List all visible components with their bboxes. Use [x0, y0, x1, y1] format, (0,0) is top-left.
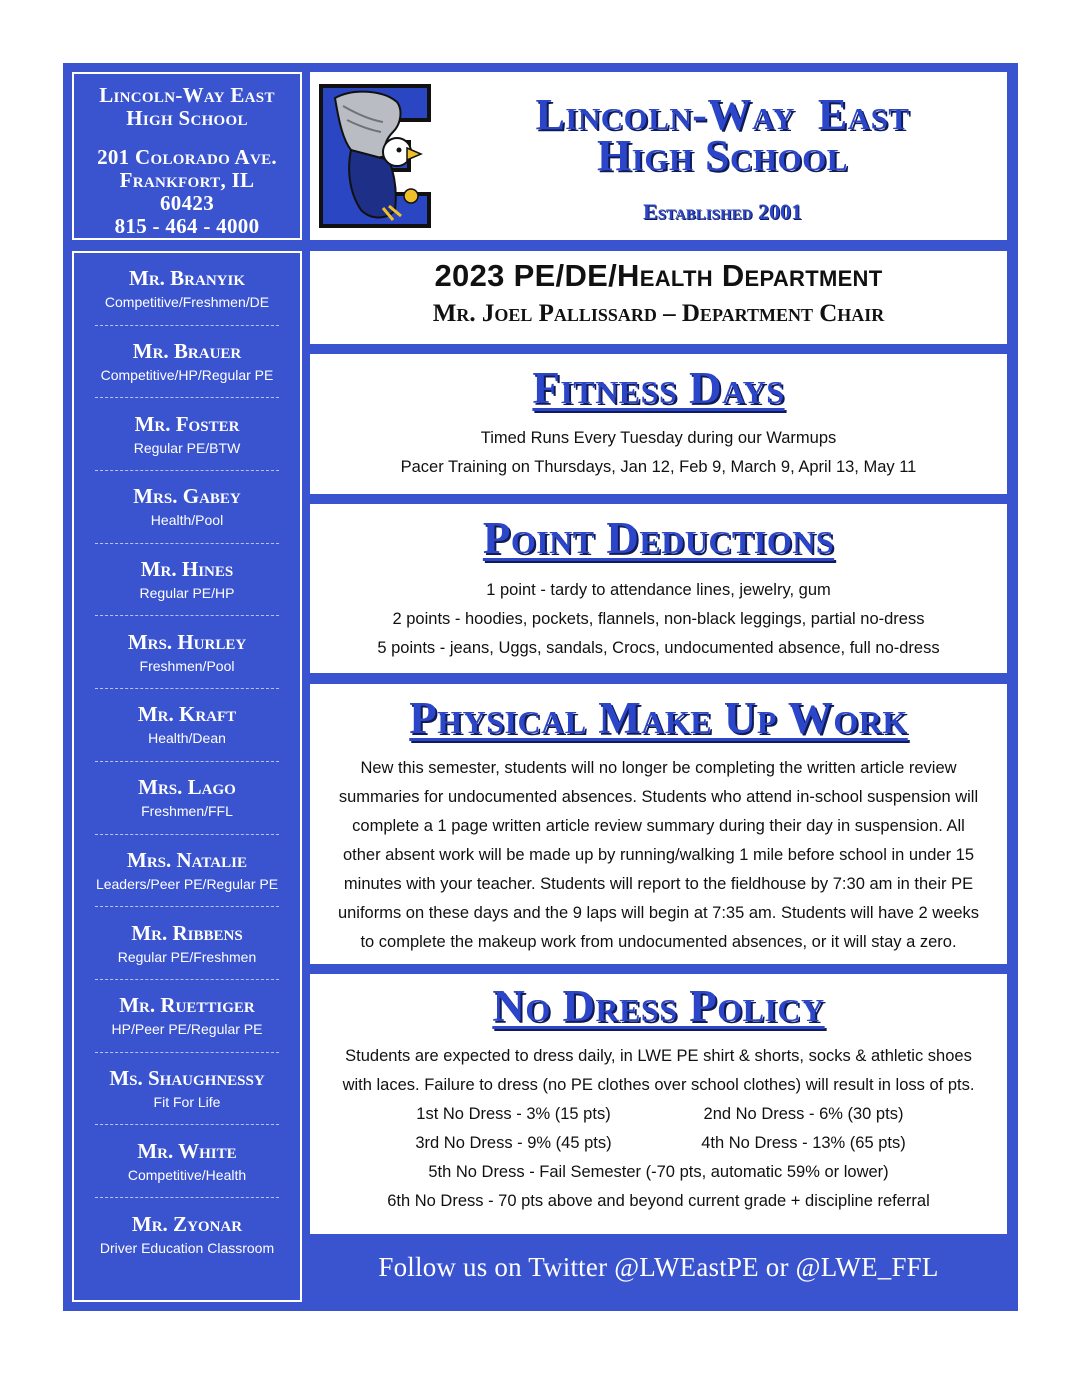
address-phone: 815 - 464 - 4000 — [114, 214, 260, 238]
no-dress-item: 1st No Dress - 3% (15 pts) — [416, 1105, 611, 1123]
address-street: 201 Colorado Ave. — [97, 145, 277, 169]
body-line: 6th No Dress - 70 pts above and beyond current grade + discipline referral — [387, 1192, 930, 1210]
staff-item — [95, 1198, 279, 1271]
no-dress-grid — [310, 1100, 1007, 1158]
body-line: Students are expected to dress daily, in LWE PE shirt & shorts, socks & athletic shoes — [345, 1047, 972, 1065]
staff-name: Mr. Hines — [140, 557, 234, 582]
staff-name: Mrs. Lago — [138, 775, 236, 800]
school-title-line2: High School — [597, 131, 848, 180]
body-line: complete a 1 page written article review summary during their day in suspension. All — [352, 817, 965, 835]
body-line: New this semester, students will no longer be completing the written article review — [360, 759, 957, 777]
section-title: Physical Make Up Work — [409, 693, 908, 743]
staff-role: Health/Dean — [148, 730, 226, 747]
staff-role: HP/Peer PE/Regular PE — [111, 1021, 263, 1038]
body-line: uniforms on these days and the 9 laps will begin at 7:35 am. Students will have 2 weeks — [337, 904, 980, 922]
department-chair: Mr. Joel Pallissard – Department Chair — [432, 300, 885, 327]
body-line: minutes with your teacher. Students will report to the fieldhouse by 7:30 am in their PE — [343, 875, 974, 893]
staff-role: Fit For Life — [153, 1093, 221, 1110]
no-dress-item: 4th No Dress - 13% (65 pts) — [701, 1134, 906, 1152]
staff-item — [95, 835, 279, 908]
staff-role: Competitive/Freshmen/DE — [104, 294, 270, 311]
point-deductions-section — [310, 504, 1007, 673]
staff-item — [95, 907, 279, 980]
staff-role: Regular PE/Freshmen — [117, 948, 257, 965]
body-line: to complete the makeup work from undocumented absences, or it will stay a zero. — [360, 933, 957, 951]
no-dress-item: 2nd No Dress - 6% (30 pts) — [703, 1105, 904, 1123]
staff-role: Health/Pool — [150, 512, 224, 529]
staff-item — [95, 398, 279, 471]
department-title: 2023 PE/DE/Health Department — [434, 258, 883, 293]
staff-item — [95, 616, 279, 689]
staff-role: Driver Education Classroom — [99, 1239, 275, 1256]
body-line: other absent work will be made up by running/walking 1 mile before school in under 15 — [342, 846, 975, 864]
section-body — [310, 1042, 1007, 1216]
school-logo-icon — [313, 80, 435, 232]
staff-name: Mr. Zyonar — [131, 1211, 243, 1236]
no-dress-policy-section — [310, 974, 1007, 1234]
school-title — [445, 90, 1000, 180]
staff-role: Regular PE/HP — [139, 585, 235, 602]
staff-role: Competitive/Health — [127, 1166, 247, 1183]
staff-item — [95, 762, 279, 835]
staff-item — [95, 980, 279, 1053]
header-panel — [310, 72, 1007, 240]
staff-role: Regular PE/BTW — [133, 439, 241, 456]
staff-name: Mr. Brauer — [132, 339, 242, 364]
address-school-line2: High School — [126, 106, 248, 130]
makeup-work-section — [310, 684, 1007, 964]
section-body — [310, 576, 1007, 663]
section-body — [310, 424, 1007, 482]
staff-name: Mr. Kraft — [137, 702, 237, 727]
address-city: Frankfort, IL — [119, 168, 255, 192]
staff-name: Mr. White — [137, 1138, 237, 1163]
address-box — [72, 72, 302, 240]
section-body — [310, 754, 1007, 957]
staff-item — [95, 1053, 279, 1126]
body-line: Pacer Training on Thursdays, Jan 12, Feb 9, March 9, April 13, May 11 — [400, 458, 917, 476]
section-title: Fitness Days — [532, 363, 785, 413]
body-line: 5th No Dress - Fail Semester (-70 pts, automatic 59% or lower) — [428, 1163, 889, 1181]
body-line: summaries for undocumented absences. Students who attend in-school suspension will — [338, 788, 979, 806]
address-school-line1: Lincoln-Way East — [99, 83, 275, 107]
body-line: 1 point - tardy to attendance lines, jewelry, gum — [486, 581, 831, 599]
staff-name: Mr. Ruettiger — [119, 993, 255, 1018]
address-zip: 60423 — [160, 191, 214, 215]
staff-name: Mr. Foster — [134, 411, 240, 436]
staff-role: Freshmen/Pool — [139, 657, 235, 674]
staff-item — [95, 689, 279, 762]
staff-name: Mrs. Natalie — [127, 847, 247, 872]
staff-item — [95, 471, 279, 544]
school-title-line1: Lincoln-Way East — [535, 90, 910, 139]
staff-list — [72, 251, 302, 1302]
staff-name: Ms. Shaughnessy — [109, 1065, 265, 1090]
staff-role: Leaders/Peer PE/Regular PE — [95, 875, 279, 892]
body-line: with laces. Failure to dress (no PE clothes over school clothes) will result in loss of pts. — [342, 1076, 975, 1094]
body-line: 2 points - hoodies, pockets, flannels, non-black leggings, partial no-dress — [392, 610, 925, 628]
twitter-follow-text: Follow us on Twitter @LWEastPE or @LWE_FFL — [378, 1252, 939, 1282]
staff-role: Competitive/HP/Regular PE — [100, 367, 274, 384]
section-title: Point Deductions — [482, 513, 835, 563]
department-panel — [310, 251, 1007, 344]
staff-item — [95, 544, 279, 617]
body-line: Timed Runs Every Tuesday during our Warmups — [480, 429, 837, 447]
section-title: No Dress Policy — [492, 981, 825, 1031]
established-label: Established 2001 — [643, 199, 802, 224]
staff-name: Mrs. Hurley — [127, 629, 247, 654]
staff-role: Freshmen/FFL — [141, 803, 233, 820]
staff-name: Mrs. Gabey — [133, 484, 241, 509]
staff-name: Mr. Ribbens — [131, 920, 243, 945]
body-line: 5 points - jeans, Uggs, sandals, Crocs, undocumented absence, full no-dress — [377, 639, 940, 657]
fitness-days-section — [310, 354, 1007, 494]
staff-item — [95, 1125, 279, 1198]
staff-item — [95, 326, 279, 399]
staff-name: Mr. Branyik — [129, 266, 245, 291]
no-dress-item: 3rd No Dress - 9% (45 pts) — [415, 1134, 612, 1152]
staff-item — [95, 253, 279, 326]
